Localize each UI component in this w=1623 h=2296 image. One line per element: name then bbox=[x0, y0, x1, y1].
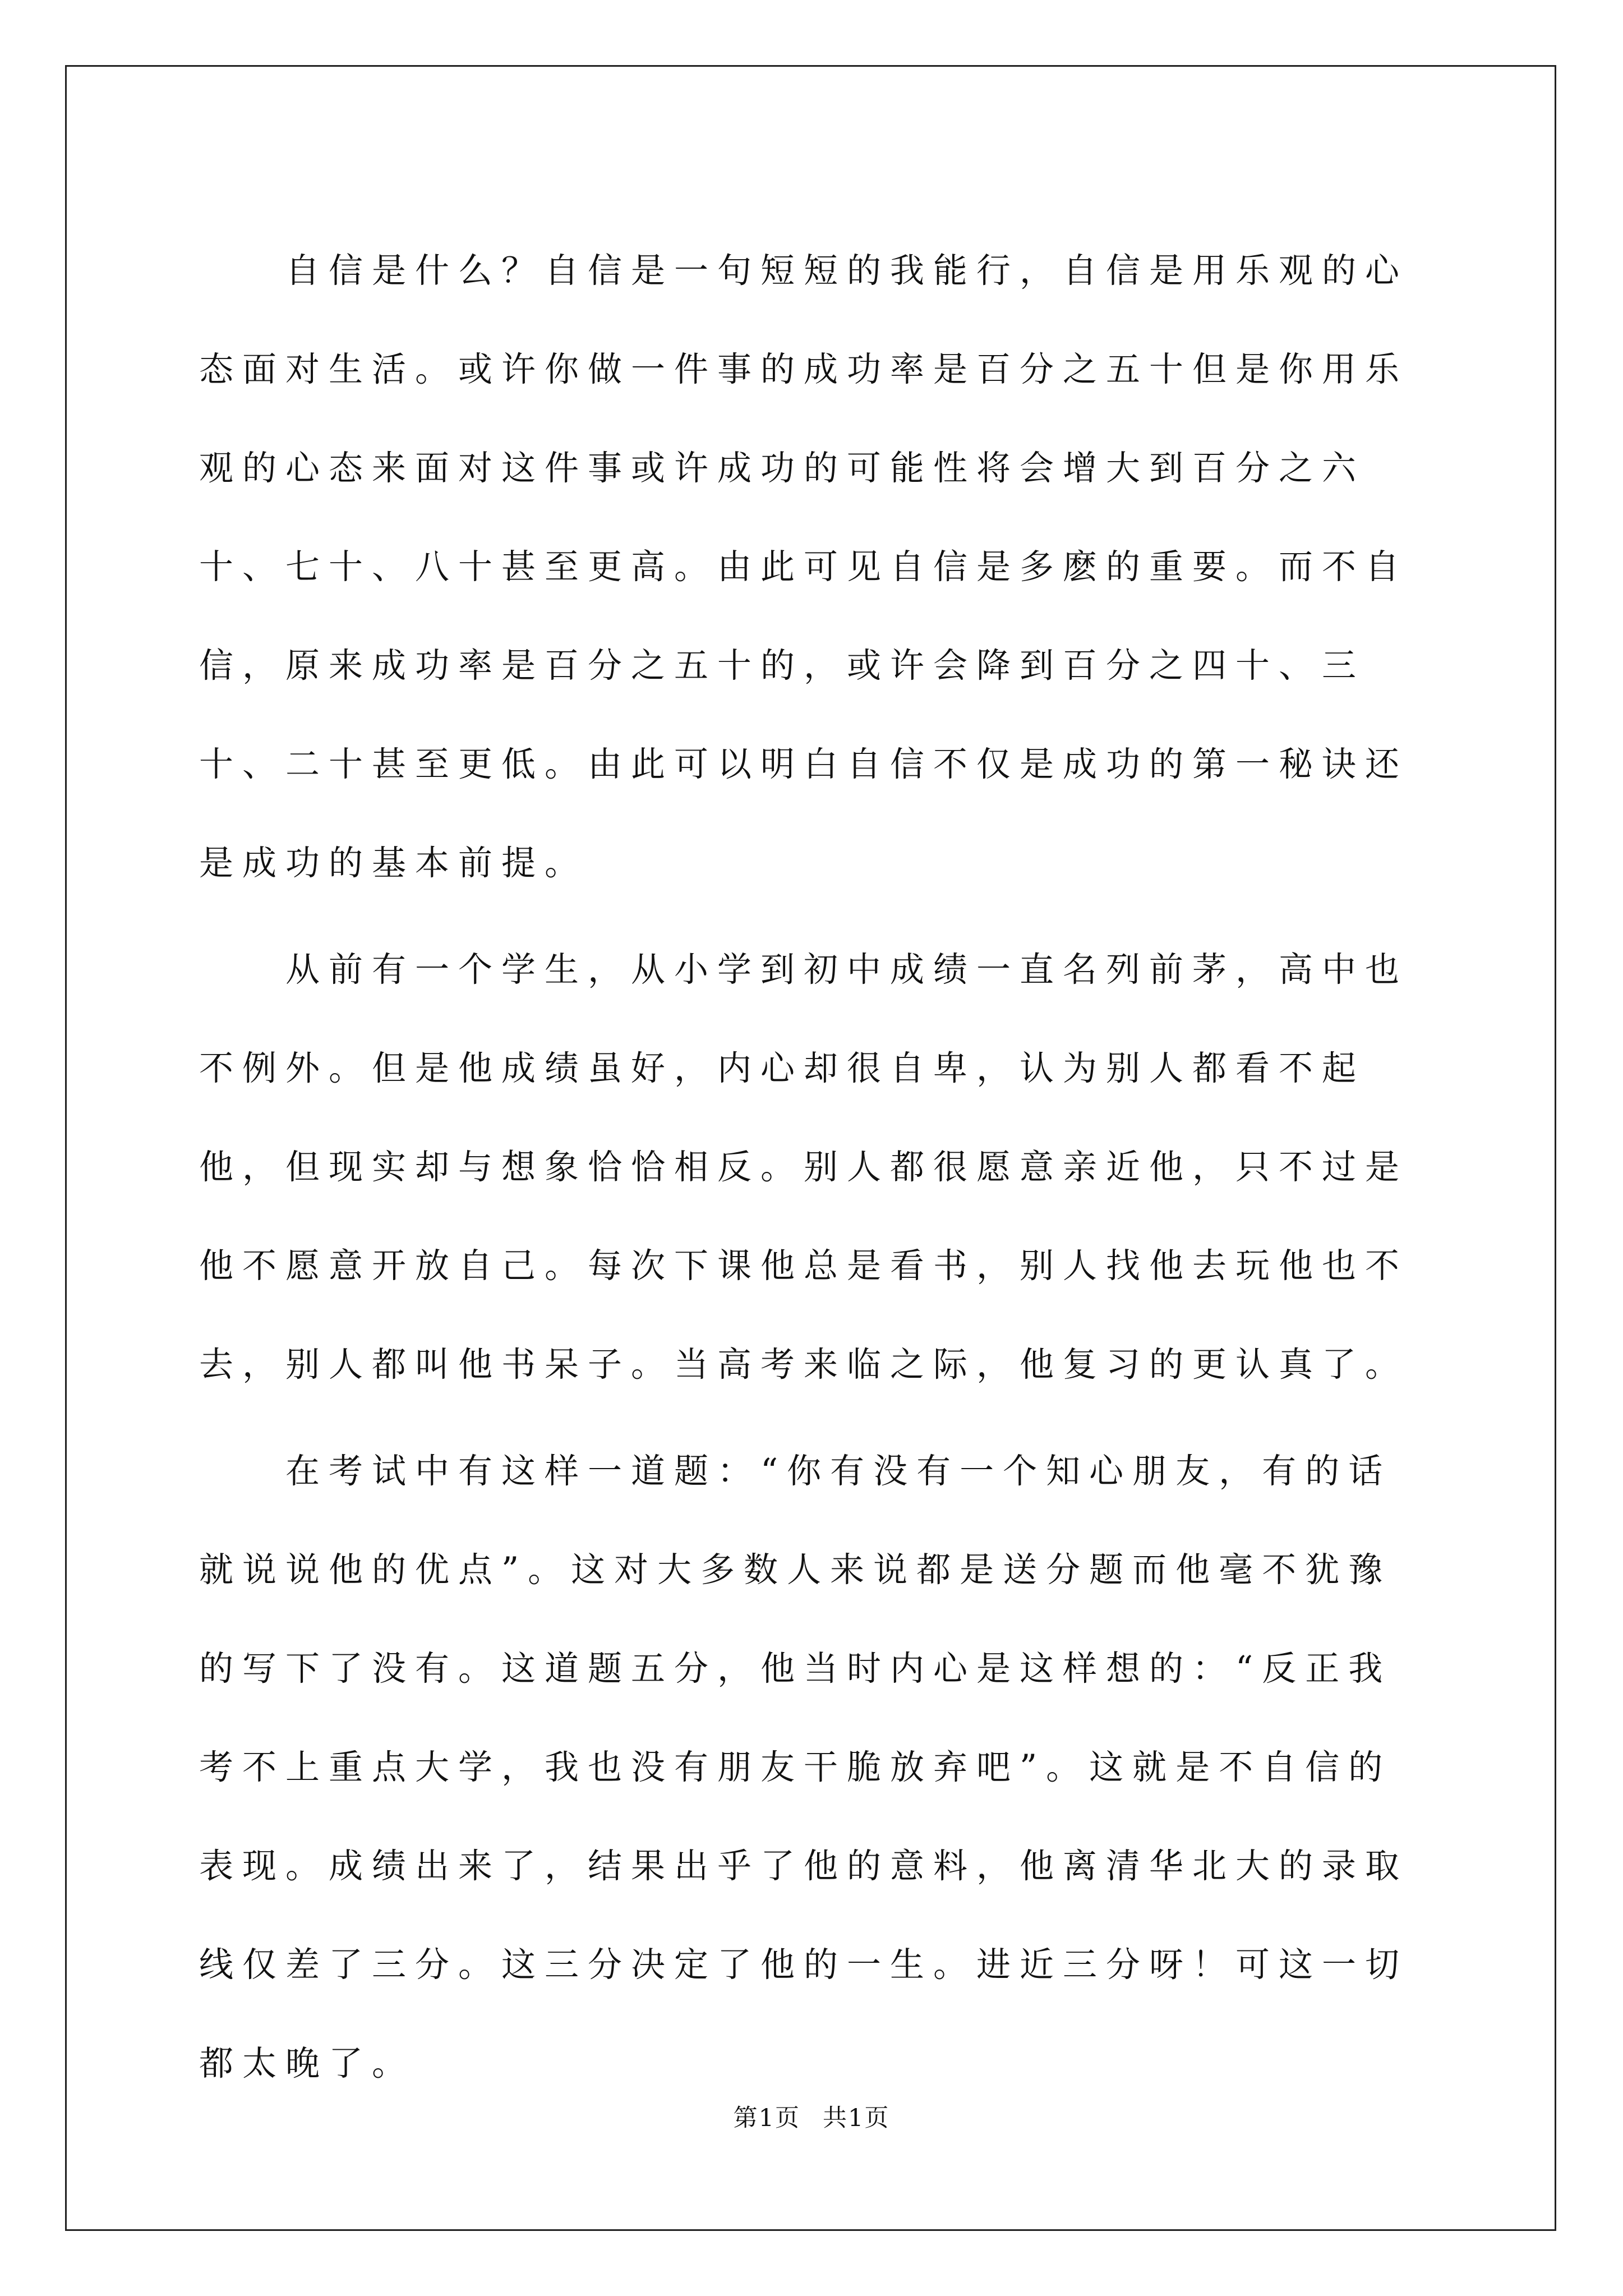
page-total: 共1页 bbox=[823, 2104, 890, 2132]
page-number: 第1页 bbox=[733, 2104, 800, 2132]
document-body bbox=[199, 222, 1424, 2113]
paragraph-2: 从前有一个学生，从小学到初中成绩一直名列前茅，高中也不例外。但是他成绩虽好，内心却很自卑，认为别人都看不起他，但现实却与想象恰恰相反。别人都很愿意亲近他，只不过是他不愿意开放自己。每次下课他总是看书，别人找他去玩他也不去，别人都叫他书呆子。当高考来临之际，他复习的更认真了。 bbox=[199, 950, 1409, 1384]
page-footer bbox=[0, 2099, 1623, 2133]
paragraph-3: 在考试中有这样一道题：“你有没有一个知心朋友，有的话就说说他的优点”。这对大多数人来说都是送分题而他毫不犹豫的写下了没有。这道题五分，他当时内心是这样想的：“反正我考不上重点大学，我也没有朋友干脆放弃吧”。这就是不自信的表现。成绩出来了，结果出乎了他的意料，他离清华北大的录取线仅差了三分。这三分决定了他的一生。进近三分呀！可这一切都太晚了。 bbox=[199, 1451, 1409, 2083]
paragraph-1: 自信是什么？自信是一句短短的我能行，自信是用乐观的心态面对生活。或许你做一件事的成功率是百分之五十但是你用乐观的心态来面对这件事或许成功的可能性将会增大到百分之六十、七十、八十甚至更高。由此可见自信是多麽的重要。而不自信，原来成功率是百分之五十的，或许会降到百分之四十、三十、二十甚至更低。由此可以明白自信不仅是成功的第一秘诀还是成功的基本前提。 bbox=[199, 251, 1409, 883]
